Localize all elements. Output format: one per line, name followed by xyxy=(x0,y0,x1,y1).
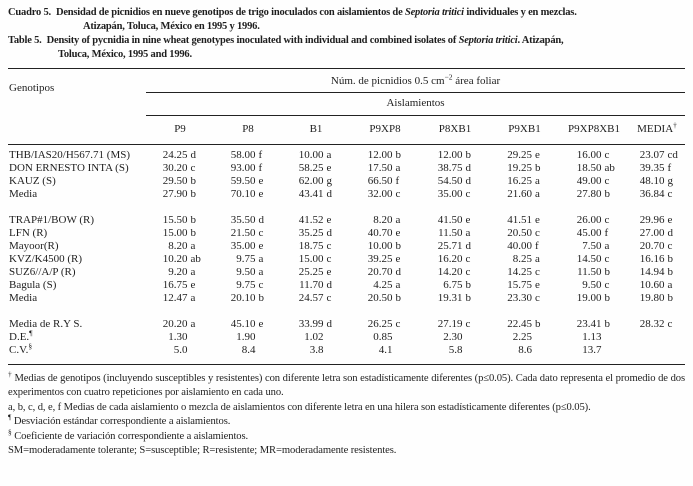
pycnidia-density-table xyxy=(8,68,685,365)
value-cell: 9.50 a xyxy=(236,266,264,278)
value-cell: 16.20 c xyxy=(437,253,471,265)
value-cell: 16.16 b xyxy=(639,253,674,265)
genotype-name: KVZ/K4500 (R) xyxy=(9,253,83,265)
value-cell: 1.90 xyxy=(236,331,256,343)
table-row xyxy=(8,188,685,201)
footnote: ¶ Desviación estándar correspondiente a aislamientos. xyxy=(8,412,231,428)
spacer-row xyxy=(8,201,685,214)
value-cell: 35.00 e xyxy=(230,240,264,252)
value-cell: 9.75 c xyxy=(236,279,264,291)
value-cell: 28.32 c xyxy=(639,318,673,330)
value-cell: 93.00 f xyxy=(230,162,263,174)
value-cell: 14.20 c xyxy=(437,266,471,278)
value-cell: 8.4 xyxy=(241,344,256,356)
value-cell: 14.94 b xyxy=(639,266,674,278)
table-row xyxy=(8,331,685,344)
value-cell: 21.50 c xyxy=(230,227,264,239)
value-cell: 4.1 xyxy=(378,344,393,356)
table-row xyxy=(8,318,685,331)
genotype-name: DON ERNESTO INTA (S) xyxy=(9,162,129,174)
value-cell: 26.25 c xyxy=(367,318,401,330)
value-cell: 20.50 c xyxy=(507,227,540,239)
table-number-en: Table 5. xyxy=(8,35,42,46)
column-header-p9: P9 xyxy=(146,116,214,145)
column-header-p9xb1: P9XB1 xyxy=(490,116,559,145)
value-cell: 25.25 e xyxy=(298,266,332,278)
value-cell: 10.20 ab xyxy=(162,253,201,265)
value-cell: 14.25 c xyxy=(507,266,540,278)
value-cell xyxy=(629,344,685,357)
column-header-b1: B1 xyxy=(282,116,350,145)
value-cell: 62.00 g xyxy=(298,175,332,187)
value-cell: 23.07 cd xyxy=(639,149,678,161)
value-cell: 36.84 c xyxy=(639,188,673,200)
value-cell: 9.50 c xyxy=(582,279,610,291)
pycnidia-count-header xyxy=(146,69,685,93)
value-cell: 27.90 b xyxy=(162,188,196,200)
table-row xyxy=(8,253,685,266)
pycnidia-count-header-text-end: área foliar xyxy=(452,75,501,87)
footnote: § Coeficiente de variación correspondiente a aislamientos. xyxy=(8,427,249,442)
genotype-name: TRAP#1/BOW (R) xyxy=(9,214,95,226)
value-cell: 3.8 xyxy=(309,344,324,356)
value-cell: 27.00 d xyxy=(639,227,674,239)
value-cell: 19.00 b xyxy=(576,292,610,304)
value-cell: 2.25 xyxy=(512,331,532,343)
column-header-media: MEDIA† xyxy=(629,116,685,145)
genotype-name: THB/IAS20/H567.71 (MS) xyxy=(9,149,131,161)
value-cell: 45.10 e xyxy=(230,318,264,330)
species-name-italic: Septoria tritici xyxy=(458,35,518,46)
value-cell: 8.6 xyxy=(518,344,532,356)
value-cell: 12.00 b xyxy=(437,149,471,161)
value-cell: 15.00 c xyxy=(298,253,332,265)
value-cell: 54.50 d xyxy=(437,175,471,187)
table-row xyxy=(8,279,685,292)
spacer-row xyxy=(8,305,685,318)
value-cell: 13.7 xyxy=(582,344,602,356)
value-cell: 16.25 a xyxy=(507,175,540,187)
genotype-name: Media de R.Y S. xyxy=(9,318,83,330)
title-es-text: Densidad de picnidios en nueve genotipos de trigo inoculados con aislamientos de xyxy=(55,7,405,18)
value-cell: 11.50 b xyxy=(577,266,610,278)
table-row xyxy=(8,175,685,188)
value-cell: 20.70 d xyxy=(367,266,401,278)
genotype-name: Media xyxy=(9,292,38,304)
value-cell xyxy=(629,331,685,344)
value-cell: 21.60 a xyxy=(507,188,540,200)
value-cell: 43.41 d xyxy=(298,188,332,200)
exponent-superscript: −2 xyxy=(444,72,453,82)
value-cell: 10.60 a xyxy=(639,279,673,291)
value-cell: 20.70 c xyxy=(639,240,673,252)
column-header-p9xp8: P9XP8 xyxy=(350,116,420,145)
table-title-english xyxy=(8,34,685,62)
value-cell: 15.00 b xyxy=(162,227,196,239)
genotype-name: C.V.§ xyxy=(9,341,33,356)
value-cell: 33.99 d xyxy=(298,318,332,330)
value-cell: 23.30 c xyxy=(507,292,540,304)
footnote: SM=moderadamente tolerante; S=susceptible; R=resistente; MR=moderadamente resistentes. xyxy=(8,445,397,457)
footnotes-section xyxy=(8,369,685,458)
value-cell: 19.31 b xyxy=(437,292,471,304)
table-row xyxy=(8,344,685,357)
value-cell: 39.35 f xyxy=(639,162,672,174)
value-cell: 11.70 d xyxy=(299,279,332,291)
value-cell: 17.50 a xyxy=(367,162,401,174)
table-header-row-1 xyxy=(8,69,685,93)
value-cell: 58.00 f xyxy=(230,149,263,161)
column-header-p9xp8xb1: P9XP8XB1 xyxy=(559,116,629,145)
value-cell: 35.25 d xyxy=(298,227,332,239)
value-cell: 29.50 b xyxy=(162,175,196,187)
column-header-p8: P8 xyxy=(214,116,282,145)
value-cell: 2.30 xyxy=(443,331,463,343)
value-cell: 12.47 a xyxy=(162,292,196,304)
value-cell: 14.50 c xyxy=(576,253,610,265)
table-title-spanish xyxy=(8,6,685,34)
value-cell: 22.45 b xyxy=(507,318,541,330)
value-cell: 8.20 a xyxy=(373,214,401,226)
value-cell: 27.19 c xyxy=(437,318,471,330)
table-row xyxy=(8,292,685,305)
title-en-text: Density of pycnidia in nine wheat genotypes inoculated with individual and combined isolates of xyxy=(46,35,459,46)
genotype-name: SUZ6//A/P (R) xyxy=(9,266,76,278)
value-cell: 7.50 a xyxy=(582,240,610,252)
value-cell: 45.00 f xyxy=(576,227,609,239)
value-cell: 16.75 e xyxy=(162,279,196,291)
value-cell: 41.50 e xyxy=(437,214,471,226)
value-cell: 12.00 b xyxy=(367,149,401,161)
value-cell: 5.8 xyxy=(448,344,463,356)
value-cell: 20.20 a xyxy=(162,318,196,330)
value-cell: 27.80 b xyxy=(576,188,610,200)
value-cell: 10.00 b xyxy=(367,240,401,252)
value-cell: 32.00 c xyxy=(367,188,401,200)
value-cell: 35.50 d xyxy=(230,214,264,226)
value-cell: 20.50 b xyxy=(367,292,401,304)
table-row xyxy=(8,149,685,162)
table-row xyxy=(8,214,685,227)
value-cell: 0.85 xyxy=(373,331,393,343)
value-cell: 19.25 b xyxy=(507,162,541,174)
title-en-text-end: . Atizapán, xyxy=(517,35,564,46)
genotype-name: Media xyxy=(9,188,38,200)
value-cell: 11.50 a xyxy=(438,227,471,239)
genotype-name: LFN (R) xyxy=(9,227,48,239)
value-cell: 8.20 a xyxy=(168,240,196,252)
value-cell: 40.70 e xyxy=(367,227,401,239)
value-cell: 15.50 b xyxy=(162,214,196,226)
genotype-name: Mayoor(R) xyxy=(9,240,59,252)
pycnidia-count-header-text: Núm. de picnidios 0.5 cm xyxy=(330,75,445,87)
value-cell: 5.0 xyxy=(173,344,188,356)
value-cell: 30.20 c xyxy=(162,162,196,174)
table-row xyxy=(8,240,685,253)
genotypes-column-header: Genotipos xyxy=(8,69,146,145)
value-cell: 8.25 a xyxy=(512,253,540,265)
genotype-name: D.E.¶ xyxy=(9,328,33,343)
value-cell: 24.25 d xyxy=(162,149,196,161)
value-cell: 4.25 a xyxy=(373,279,401,291)
table-row xyxy=(8,162,685,175)
value-cell: 23.41 b xyxy=(576,318,610,330)
value-cell: 9.75 a xyxy=(236,253,264,265)
table-row xyxy=(8,227,685,240)
genotype-name: Bagula (S) xyxy=(9,279,57,291)
title-en-continuation: Toluca, México, 1995 and 1996. xyxy=(58,49,192,60)
table-row xyxy=(8,266,685,279)
value-cell: 6.75 b xyxy=(443,279,471,291)
value-cell: 40.00 f xyxy=(507,240,539,252)
value-cell: 1.30 xyxy=(168,331,188,343)
value-cell: 1.13 xyxy=(582,331,602,343)
value-cell: 41.52 e xyxy=(298,214,332,226)
value-cell: 15.75 e xyxy=(507,279,540,291)
value-cell: 1.02 xyxy=(304,331,324,343)
isolates-group-header: Aislamientos xyxy=(146,93,685,116)
title-es-continuation: Atizapán, Toluca, México en 1995 y 1996. xyxy=(83,21,260,32)
value-cell: 66.50 f xyxy=(367,175,400,187)
value-cell: 16.00 c xyxy=(576,149,610,161)
value-cell: 48.10 g xyxy=(639,175,674,187)
value-cell: 24.57 c xyxy=(298,292,332,304)
value-cell: 39.25 e xyxy=(367,253,401,265)
footnote: a, b, c, d, e, f Medias de cada aislamiento o mezcla de aislamientos con diferente letra en una hilera son estadísticamente diferentes (p≤0.05). xyxy=(8,401,591,413)
value-cell: 35.00 c xyxy=(437,188,471,200)
value-cell: 18.75 c xyxy=(298,240,332,252)
value-cell: 29.96 e xyxy=(639,214,673,226)
value-cell: 49.00 c xyxy=(576,175,610,187)
genotype-name: KAUZ (S) xyxy=(9,175,56,187)
column-header-p8xb1: P8XB1 xyxy=(420,116,490,145)
spacer-row xyxy=(8,357,685,365)
value-cell: 19.80 b xyxy=(639,292,674,304)
value-cell: 26.00 c xyxy=(576,214,610,226)
species-name-italic: Septoria tritici xyxy=(404,7,464,18)
value-cell: 41.51 e xyxy=(507,214,540,226)
value-cell: 58.25 e xyxy=(298,162,332,174)
value-cell: 25.71 d xyxy=(437,240,471,252)
table-number-es: Cuadro 5. xyxy=(8,7,51,18)
value-cell: 9.20 a xyxy=(168,266,196,278)
value-cell: 18.50 ab xyxy=(576,162,615,174)
footnote: † Medias de genotipos (incluyendo susceptibles y resistentes) con diferente letra son estadísticamente diferentes (p≤0.05). Cada dato representa el promedio de dos experimentos con cuatro repeticiones por aislamiento en cada uno. xyxy=(8,369,685,399)
value-cell: 10.00 a xyxy=(298,149,332,161)
value-cell: 20.10 b xyxy=(230,292,264,304)
value-cell: 70.10 e xyxy=(230,188,264,200)
value-cell: 38.75 d xyxy=(437,162,471,174)
value-cell: 29.25 e xyxy=(507,149,540,161)
value-cell: 59.50 e xyxy=(230,175,264,187)
title-es-text-end: individuales y en mezclas. xyxy=(463,7,577,18)
